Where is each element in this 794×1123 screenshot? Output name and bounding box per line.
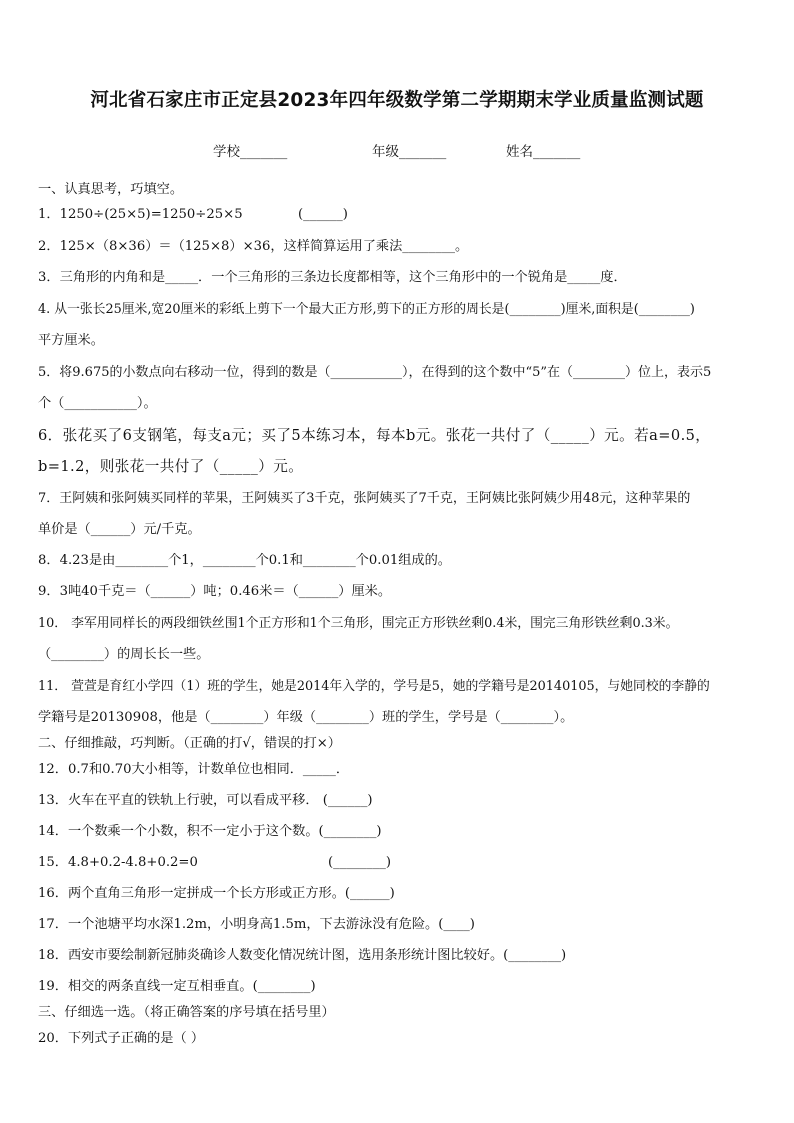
section-true-false: 二、仔细推敲，巧判断。（正确的打√，错误的打×） xyxy=(38,736,341,751)
question-7-line-1: 7．王阿姨和张阿姨买同样的苹果，王阿姨买了3千克，张阿姨买了7千克，王阿姨比张阿姨少用48元，这种苹果的 xyxy=(38,491,691,506)
question-12: 12．0.7和0.70大小相等，计数单位也相同．_____． xyxy=(38,762,350,777)
question-5-line-1: 5．将9.675的小数点向右移动一位，得到的数是（___________），在得到的这个数中“5”在（________）位上，表示5 xyxy=(38,365,712,380)
question-4-line-2: 平方厘米。 xyxy=(38,333,104,348)
question-6-line-1: 6．张花买了6支钢笔，每支a元；买了5本练习本，每本b元。张花一共付了（_____）元。若a=0.5， xyxy=(38,427,711,444)
question-16: 16．两个直角三角形一定拼成一个长方形或正方形。(______) xyxy=(38,886,395,901)
question-2: 2．125×（8×36）＝（125×8）×36，这样简算运用了乘法________。 xyxy=(38,239,469,254)
question-18: 18．西安市要绘制新冠肺炎确诊人数变化情况统计图，选用条形统计图比较好。(________) xyxy=(38,948,567,963)
section-multiple-choice: 三、仔细选一选。（将正确答案的序号填在括号里） xyxy=(38,1005,335,1020)
question-10-line-1: 10． 李军用同样长的两段细铁丝围1个正方形和1个三角形，围完正方形铁丝剩0.4米，围完三角形铁丝剩0.3米。 xyxy=(38,616,679,631)
question-6-line-2: b=1.2，则张花一共付了（_____）元。 xyxy=(38,458,304,475)
question-4-line-1: 4. 从一张长25厘米,宽20厘米的彩纸上剪下一个最大正方形,剪下的正方形的周长是(________)厘米,面积是(________) xyxy=(38,302,695,317)
question-8: 8．4.23是由________个1，________个0.1和________个0.01组成的。 xyxy=(38,553,451,568)
question-19: 19．相交的两条直线一定互相垂直。(________) xyxy=(38,979,316,994)
question-14: 14．一个数乘一个小数，积不一定小于这个数。(________) xyxy=(38,824,382,839)
question-11-line-2: 学籍号是20130908，他是（________）年级（________）班的学生，学号是（________）。 xyxy=(38,710,574,725)
question-7-line-2: 单价是（______）元/千克。 xyxy=(38,522,201,537)
question-9: 9．3吨40千克＝（______）吨；0.46米＝（______）厘米。 xyxy=(38,584,392,599)
question-10-line-2: （________）的周长长一些。 xyxy=(38,647,210,662)
grade-field: 年级_______ xyxy=(372,144,447,160)
question-5-line-2: 个（___________）。 xyxy=(38,396,157,411)
school-field: 学校_______ xyxy=(213,144,288,160)
name-field: 姓名_______ xyxy=(506,144,581,160)
section-fill-in: 一、认真思考，巧填空。 xyxy=(38,182,184,197)
question-17: 17．一个池塘平均水深1.2m，小明身高1.5m，下去游泳没有危险。(____) xyxy=(38,917,475,932)
question-13: 13．火车在平直的铁轨上行驶，可以看成平移． (______) xyxy=(38,793,373,808)
question-1-answer-blank: (______) xyxy=(298,207,348,222)
question-15-answer-blank: (________) xyxy=(328,855,392,870)
exam-title: 河北省石家庄市正定县2023年四年级数学第二学期期末学业质量监测试题 xyxy=(90,90,704,111)
question-15: 15．4.8+0.2-4.8+0.2=0 xyxy=(38,855,198,870)
question-11-line-1: 11． 萱萱是育红小学四（1）班的学生，她是2014年入学的，学号是5，她的学籍号是20140105，与她同校的李静的 xyxy=(38,679,710,694)
question-20: 20．下列式子正确的是（ ） xyxy=(38,1031,205,1046)
question-3: 3．三角形的内角和是_____．一个三角形的三条边长度都相等，这个三角形中的一个锐角是_____度． xyxy=(38,270,627,285)
question-1: 1．1250÷(25×5)=1250÷25×5 xyxy=(38,207,243,222)
